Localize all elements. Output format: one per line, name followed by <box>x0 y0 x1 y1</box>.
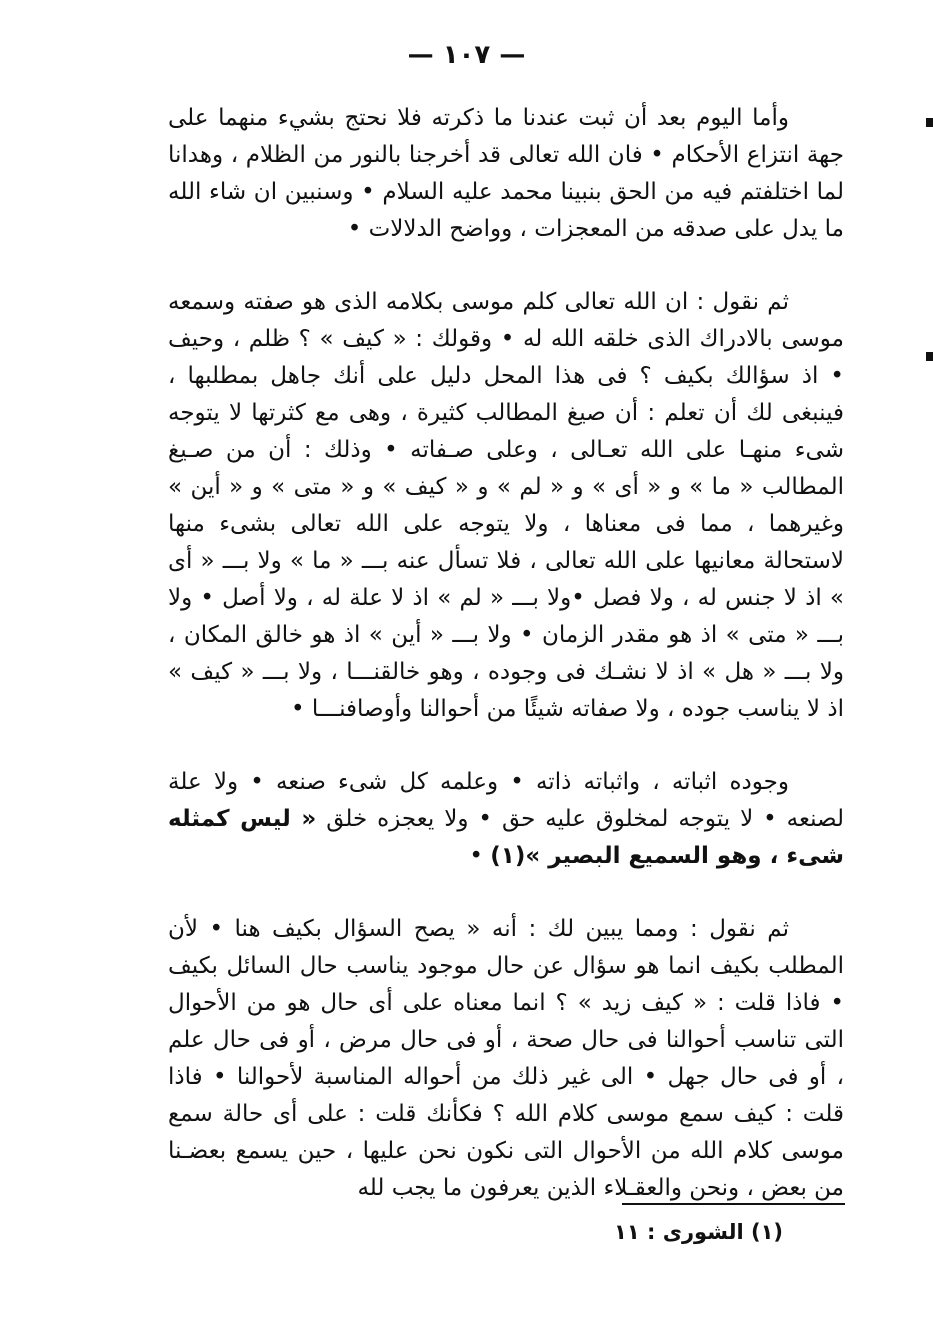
paragraph-3 <box>168 764 844 875</box>
margin-mark <box>926 118 933 127</box>
paragraph-4: ثم نقول : ومما يبين لك : أنه « يصح السؤال بكيف هنا • لأن المطلب بكيف انما هو سؤال عن حال موجود يناسب حال السائل بكيف • فاذا قلت : « كيف زيد » ؟ انما معناه على أى حال هو من الأحوال التى تناسب أحوالنا فى حال صحة ، أو فى حال مرض ، أو فى حال علم ، أو فى حال جهل • الى غير ذلك من أحواله المناسبة لأحوالنا • فاذا قلت : كيف سمع موسى كلام الله ؟ فكأنك قلت : على أى حالة سمع موسى كلام الله من الأحوال التى نكون نحن عليها ، حين يسمع بعضـنا من بعض ، ونحن والعقـلاء الذين يعرفون ما يجب لله <box>168 916 844 1201</box>
paragraph-1: وأما اليوم بعد أن ثبت عندنا ما ذكرته فلا نحتج بشيء منهما على جهة انتزاع الأحكام • فان الله تعالى قد أخرجنا بالنور من الظلام ، وهدانا لما اختلفتم فيه من الحق بنبينا محمد عليه السلام • وسنبين ان شاء الله ما يدل على صدقه من المعجزات ، وواضح الدلالات • <box>168 105 844 242</box>
footnote: (١) الشورى : ١١ <box>614 1220 783 1244</box>
paragraph-3-end: • <box>469 843 491 869</box>
quran-quote: « ليس كمثله شىء ، وهو السميع البصير » <box>168 806 844 869</box>
paragraph-3-text: وجوده اثباته ، واثباته ذاته • وعلمه كل شىء صنعه • ولا علة لصنعه • لا يتوجه لمخلوق عليه حق • ولا يعجزه خلق <box>168 769 844 832</box>
page-number: — ١٠٧ — <box>407 40 526 70</box>
margin-mark <box>926 352 933 361</box>
body-text <box>168 100 844 1207</box>
footnote-divider <box>622 1203 845 1205</box>
footnote-reference: (١) <box>490 843 526 869</box>
paragraph-2: ثم نقول : ان الله تعالى كلم موسى بكلامه الذى هو صفته وسمعه موسى بالادراك الذى خلقه الله له • وقولك : « كيف » ؟ ظلم ، وحيف • اذ سؤالك بكيف ؟ فى هذا المحل دليل على أنك جاهل بمطلبها ، فينبغى لك أن تعلم : أن صيغ المطالب كثيرة ، وهى مع كثرتها لا يتوجه شىء منهـا على الله تعـالى ، وعلى صـفاته • وذلك : أن من صـيغ المطالب « ما » و « أى » و « لم » و « كيف » و « متى » و « أين » وغيرهما ، مما فى معناها ، ولا يتوجه على الله تعالى بشىء منها لاستحالة معانيها على الله تعالى ، فلا تسأل عنه بـــ « ما » ولا بـــ « أى » اذ لا جنس له ، ولا فصل •ولا بـــ « لم » اذ لا علة له ، ولا أصل • ولا بـــ « متى » اذ هو مقدر الزمان • ولا بـــ « أين » اذ هو خالق المكان ، ولا بـــ « هل » اذ لا نشـك فى وجوده ، وهو خالقنـــا ، ولا بـــ « كيف » اذ لا يناسب جوده ، ولا صفاته شيئًا من أحوالنا وأوصافنـــا • <box>168 289 844 722</box>
